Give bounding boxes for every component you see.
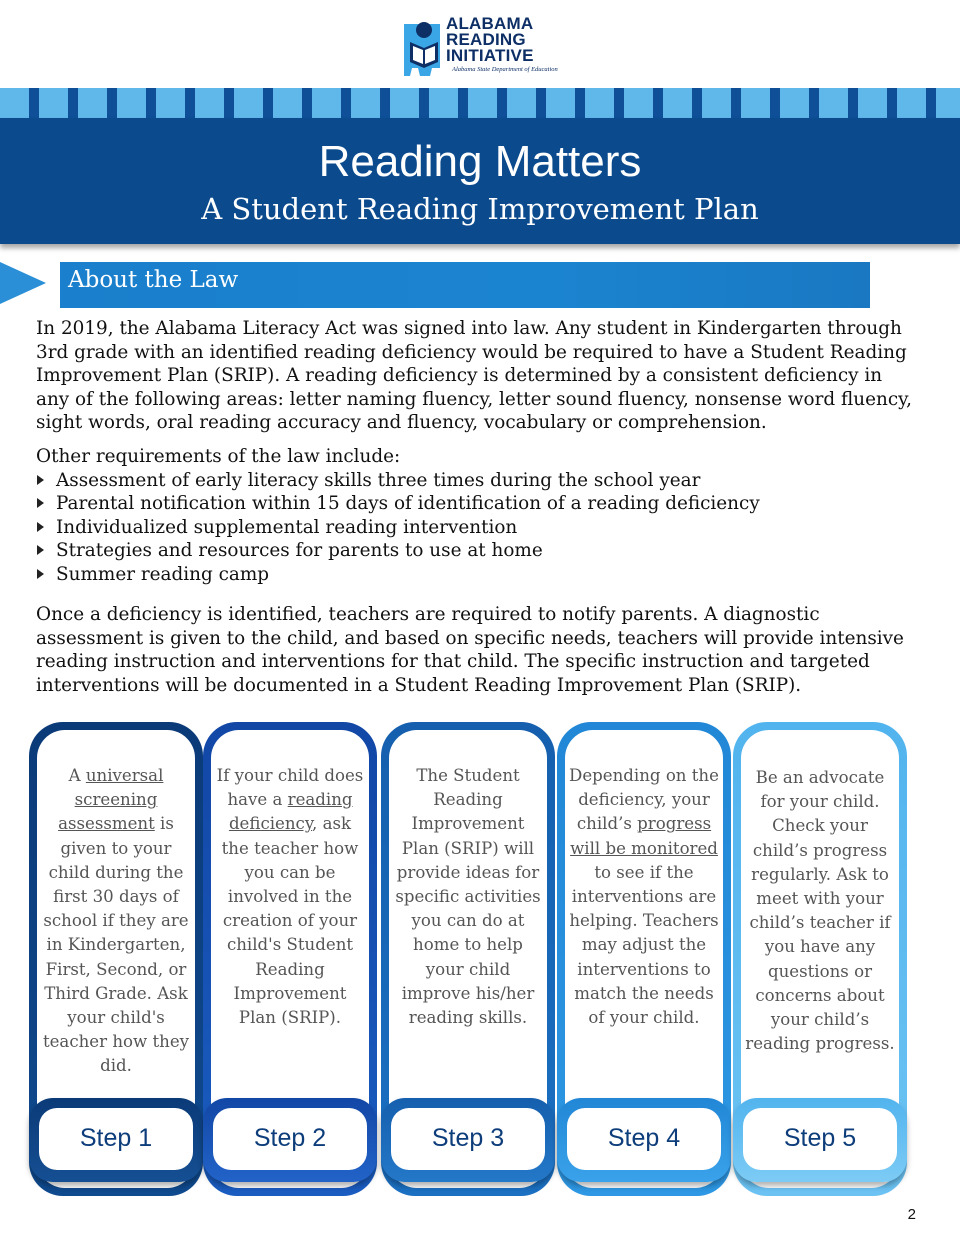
step-card-4 <box>557 722 731 1196</box>
step-4-link-text: progress will be monitored <box>570 814 718 858</box>
step-5-button[interactable] <box>733 1098 907 1182</box>
step-4-description <box>569 764 719 1030</box>
requirements-list <box>36 469 916 587</box>
step-2-text-pre: If your child does have a <box>216 766 364 810</box>
section-arrow-icon <box>0 262 46 304</box>
step-1-label: Step 1 <box>39 1108 193 1170</box>
requirements-block <box>36 445 916 587</box>
step-4-text-post: to see if the interventions are helping. Teachers may adjust the interventions to match the needs of your child. <box>569 862 719 1028</box>
bullet-triangle-icon <box>37 498 44 508</box>
bullet-triangle-icon <box>37 545 44 555</box>
section-title: About the Law <box>68 267 239 293</box>
step-card-3 <box>381 722 555 1196</box>
list-item <box>36 492 916 516</box>
step-3-label: Step 3 <box>391 1108 545 1170</box>
step-4-text-pre: Depending on the deficiency, your child’s <box>569 766 719 834</box>
step-5-label: Step 5 <box>743 1108 897 1170</box>
section-heading-bar <box>60 262 870 308</box>
reader-icon <box>400 18 446 80</box>
logo-line-3: INITIATIVE <box>446 46 534 65</box>
logo-line-1: ALABAMA <box>446 14 534 33</box>
bullet-triangle-icon <box>37 475 44 485</box>
step-2-text-post: , ask the teacher how you can be involved in the creation of your child's Student Reading Improvement Plan (SRIP). <box>221 814 359 1028</box>
step-4-label: Step 4 <box>567 1108 721 1170</box>
title-banner <box>0 118 960 244</box>
page-subtitle: A Student Reading Improvement Plan <box>201 192 759 226</box>
deficiency-paragraph: Once a deficiency is identified, teachers are required to notify parents. A diagnostic assessment is given to the child, and based on specific needs, teachers will provide intensive reading instruction and interventions for that child. The specific instruction and targeted interventions will be documented in a Student Reading Improvement Plan (SRIP). <box>36 604 904 696</box>
step-3-button[interactable] <box>381 1098 555 1182</box>
step-card-2 <box>203 722 377 1196</box>
logo-subtitle: Alabama State Department of Education <box>452 66 558 73</box>
law-paragraph: In 2019, the Alabama Literacy Act was signed into law. Any student in Kindergarten through 3rd grade with an identified reading deficiency would be required to have a Student Reading Improvement Plan (SRIP). A reading deficiency is determined by a consistent deficiency in any of the following areas: letter naming fluency, letter sound fluency, nonsense word fluency, sight words, oral reading accuracy and fluency, vocabulary or comprehension. <box>36 318 912 434</box>
page-title: Reading Matters <box>318 137 642 186</box>
step-4-button[interactable] <box>557 1098 731 1182</box>
step-card-5 <box>733 722 907 1196</box>
list-item-text: Strategies and resources for parents to use at home <box>56 540 543 562</box>
step-2-link-text: reading deficiency <box>228 790 353 834</box>
step-1-link-text: universal screening assessment <box>58 766 164 834</box>
step-5-description: Be an advocate for your child. Check your child’s progress regularly. Ask to meet with your child’s teacher if you have any questions or concerns about your child’s reading progress. <box>745 768 895 1054</box>
alabama-reading-initiative-logo <box>400 14 570 84</box>
step-2-description <box>215 764 365 1030</box>
bullet-triangle-icon <box>37 569 44 579</box>
list-item <box>36 469 916 493</box>
requirements-intro: Other requirements of the law include: <box>36 446 401 467</box>
step-2-button[interactable] <box>203 1098 377 1182</box>
logo-wordmark <box>446 16 534 64</box>
step-1-text-pre: A <box>68 766 86 785</box>
list-item-text: Parental notification within 15 days of identification of a reading deficiency <box>56 493 760 515</box>
step-card-1 <box>29 722 203 1196</box>
step-3-description: The Student Reading Improvement Plan (SRIP) will provide ideas for specific activities you can do at home to help your child improve his/her reading skills. <box>395 766 541 1028</box>
bullet-triangle-icon <box>37 522 44 532</box>
list-item-text: Individualized supplemental reading intervention <box>56 516 518 538</box>
step-1-text-post: is given to your child during the first 30 days of school if they are in Kindergarten, First, Second, or Third Grade. Ask your child's teacher how they did. <box>42 814 190 1076</box>
list-item-text: Summer reading camp <box>56 563 270 585</box>
step-1-button[interactable] <box>29 1098 203 1182</box>
logo-line-2: READING <box>446 30 526 49</box>
page-number: 2 <box>907 1206 916 1223</box>
list-item <box>36 563 916 587</box>
step-1-description <box>41 764 191 1079</box>
list-item <box>36 539 916 563</box>
list-item <box>36 516 916 540</box>
list-item-text: Assessment of early literacy skills three times during the school year <box>56 469 701 491</box>
decorative-stripe-band <box>0 88 960 118</box>
step-2-label: Step 2 <box>213 1108 367 1170</box>
